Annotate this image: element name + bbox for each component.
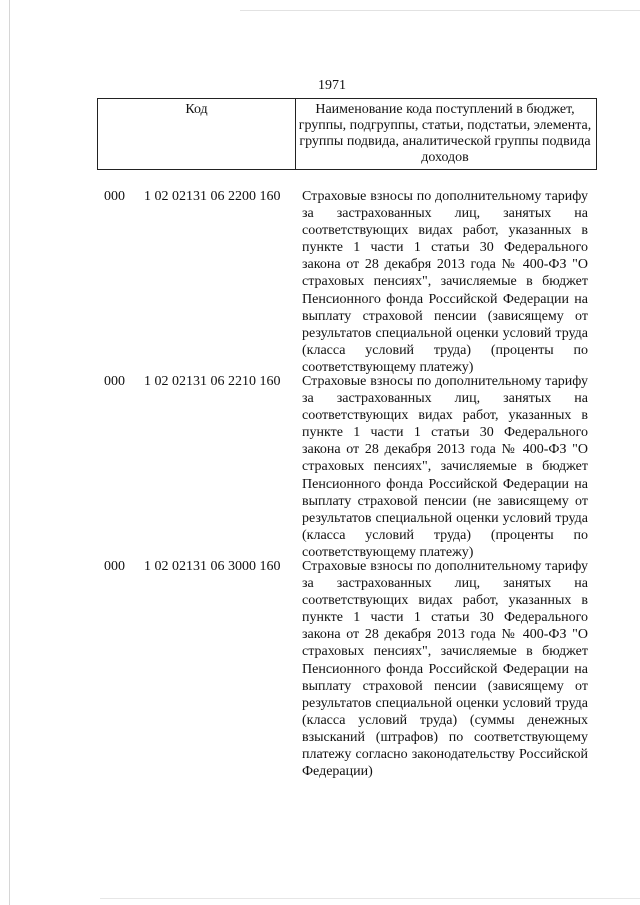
income-description: Страховые взносы по дополнительному тарифу за застрахованных лиц, занятых на соответствующих видах работ, указанных в пункте 1 части 1 статьи 30 Федерального закона от 28 декабря 2013 года № 400-ФЗ "О страховых пенсиях", зачисляемые в бюджет Пенсионного фонда Российской Федерации на выплату страховой пенсии (зависящему от результатов специальной оценки условий труда (класса условий труда) (проценты по соответствующему платежу)	[302, 189, 588, 375]
income-code: 1 02 02131 06 2210 160	[144, 374, 281, 389]
scan-edge-bottom	[100, 898, 640, 899]
header-column-divider	[295, 99, 296, 169]
income-description: Страховые взносы по дополнительному тарифу за застрахованных лиц, занятых на соответствующих видах работ, указанных в пункте 1 части 1 статьи 30 Федерального закона от 28 декабря 2013 года № 400-ФЗ "О страховых пенсиях", зачисляемые в бюджет Пенсионного фонда Российской Федерации на выплату страховой пенсии (зависящему от результатов специальной оценки условий труда (класса условий труда) (суммы денежных взысканий (штрафов) по соответствующему платежу согласно законодательству Российской Федерации)	[302, 559, 588, 780]
income-code: 1 02 02131 06 3000 160	[144, 559, 281, 574]
income-description: Страховые взносы по дополнительному тарифу за застрахованных лиц, занятых на соответствующих видах работ, указанных в пункте 1 части 1 статьи 30 Федерального закона от 28 декабря 2013 года № 400-ФЗ "О страховых пенсиях", зачисляемые в бюджет Пенсионного фонда Российской Федерации на выплату страховой пенсии (не зависящему от результатов специальной оценки условий труда (класса условий труда) (проценты по соответствующему платежу)	[302, 374, 588, 560]
income-code: 1 02 02131 06 2200 160	[144, 189, 281, 204]
scan-edge-top	[240, 10, 640, 11]
scan-edge-left	[9, 0, 10, 905]
page-number: 1971	[318, 78, 346, 93]
table-header	[97, 98, 597, 170]
header-name-label: Наименование кода поступлений в бюджет, группы, подгруппы, статьи, подстатьи, элемента, группы подвида, аналитической группы подвида доходов	[298, 102, 592, 165]
admin-code: 000	[104, 374, 125, 389]
admin-code: 000	[104, 189, 125, 204]
header-code-label: Код	[185, 102, 208, 117]
admin-code: 000	[104, 559, 125, 574]
